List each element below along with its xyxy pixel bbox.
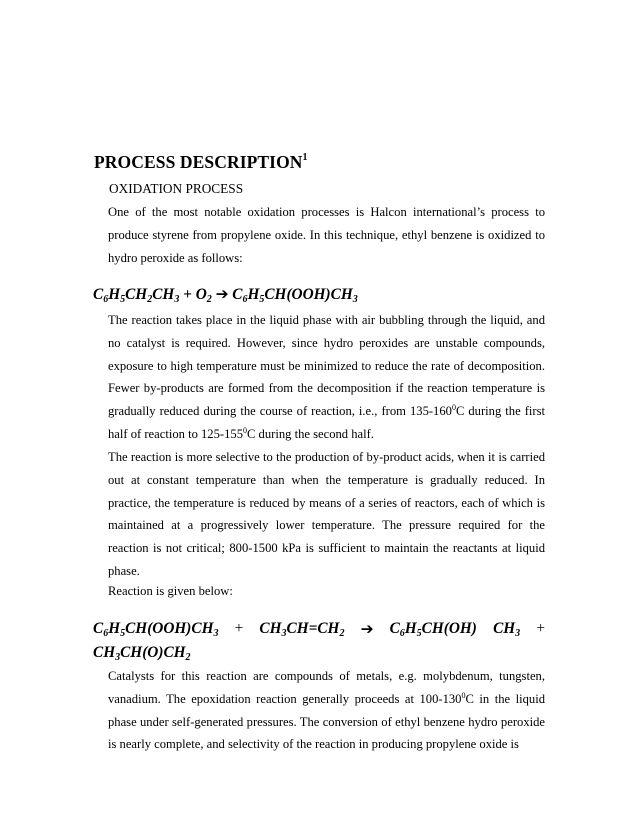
reaction-details-paragraph: The reaction takes place in the liquid phase with air bubbling through the liquid, and no catalyst is required. However, since hydro peroxides are unstable compounds, exposure to high temperature must be minimized to reduce the rate of decomposition. Fewer by-products are formed from the decomposition if the reaction temperature is gradually reduced during the course of reaction, i.e., from $135-160^0C$ during the first half of reaction to $125-155^0C$ during the second half. bbox=[108, 313, 545, 441]
selectivity-paragraph: The reaction is more selective to the production of by-product acids, when it is carried out at constant temperature than when the temperature is gradually reduced. In practice, the temperature is reduced by means of a series of reactors, each of which is maintained at a progressively lower temperature. The pressure required for the reaction is not critical; 800-1500 kPa is sufficient to maintain the reactants at liquid phase. bbox=[108, 450, 545, 578]
catalysts-paragraph: Catalysts for this reaction are compounds of metals, e.g. molybdenum, tungsten, vanadium. The epoxidation reaction generally proceeds at $100-130^0C$ in the liquid phase under self-generated pressures. The conversion of ethyl benzene hydro peroxide is nearly complete, and selectivity of the reaction in producing propylene oxide is bbox=[108, 669, 545, 752]
reaction-given-paragraph: Reaction is given below: bbox=[108, 584, 233, 598]
intro-paragraph: One of the most notable oxidation processes is Halcon international’s process to produce styrene from propylene oxide. In this technique, ethyl benzene is oxidized to hydro peroxide as follows: bbox=[108, 205, 545, 265]
heading-footnote-ref: 1 bbox=[302, 152, 308, 163]
equation-oxidation: $C_6H_5CH_2CH_3 + O_2$ ➔ $C_6H_5CH(OOH)CH_3$ bbox=[93, 286, 358, 305]
equation-epoxidation-line2: $CH_3CH(O)CH_2$ bbox=[93, 644, 191, 663]
equation-epoxidation: $C_6H_5CH(OOH)CH_3$ + $CH_3CH=CH_2$ ➔ $C_6H_5CH(OH)$ $CH_3$ + bbox=[93, 620, 545, 639]
reaction-arrow-icon: ➔ bbox=[360, 621, 374, 638]
heading-text: PROCESS DESCRIPTION bbox=[94, 152, 303, 172]
section-heading bbox=[94, 152, 308, 173]
reaction-arrow-icon: ➔ bbox=[215, 286, 229, 303]
subsection-heading: OXIDATION PROCESS bbox=[109, 181, 244, 196]
